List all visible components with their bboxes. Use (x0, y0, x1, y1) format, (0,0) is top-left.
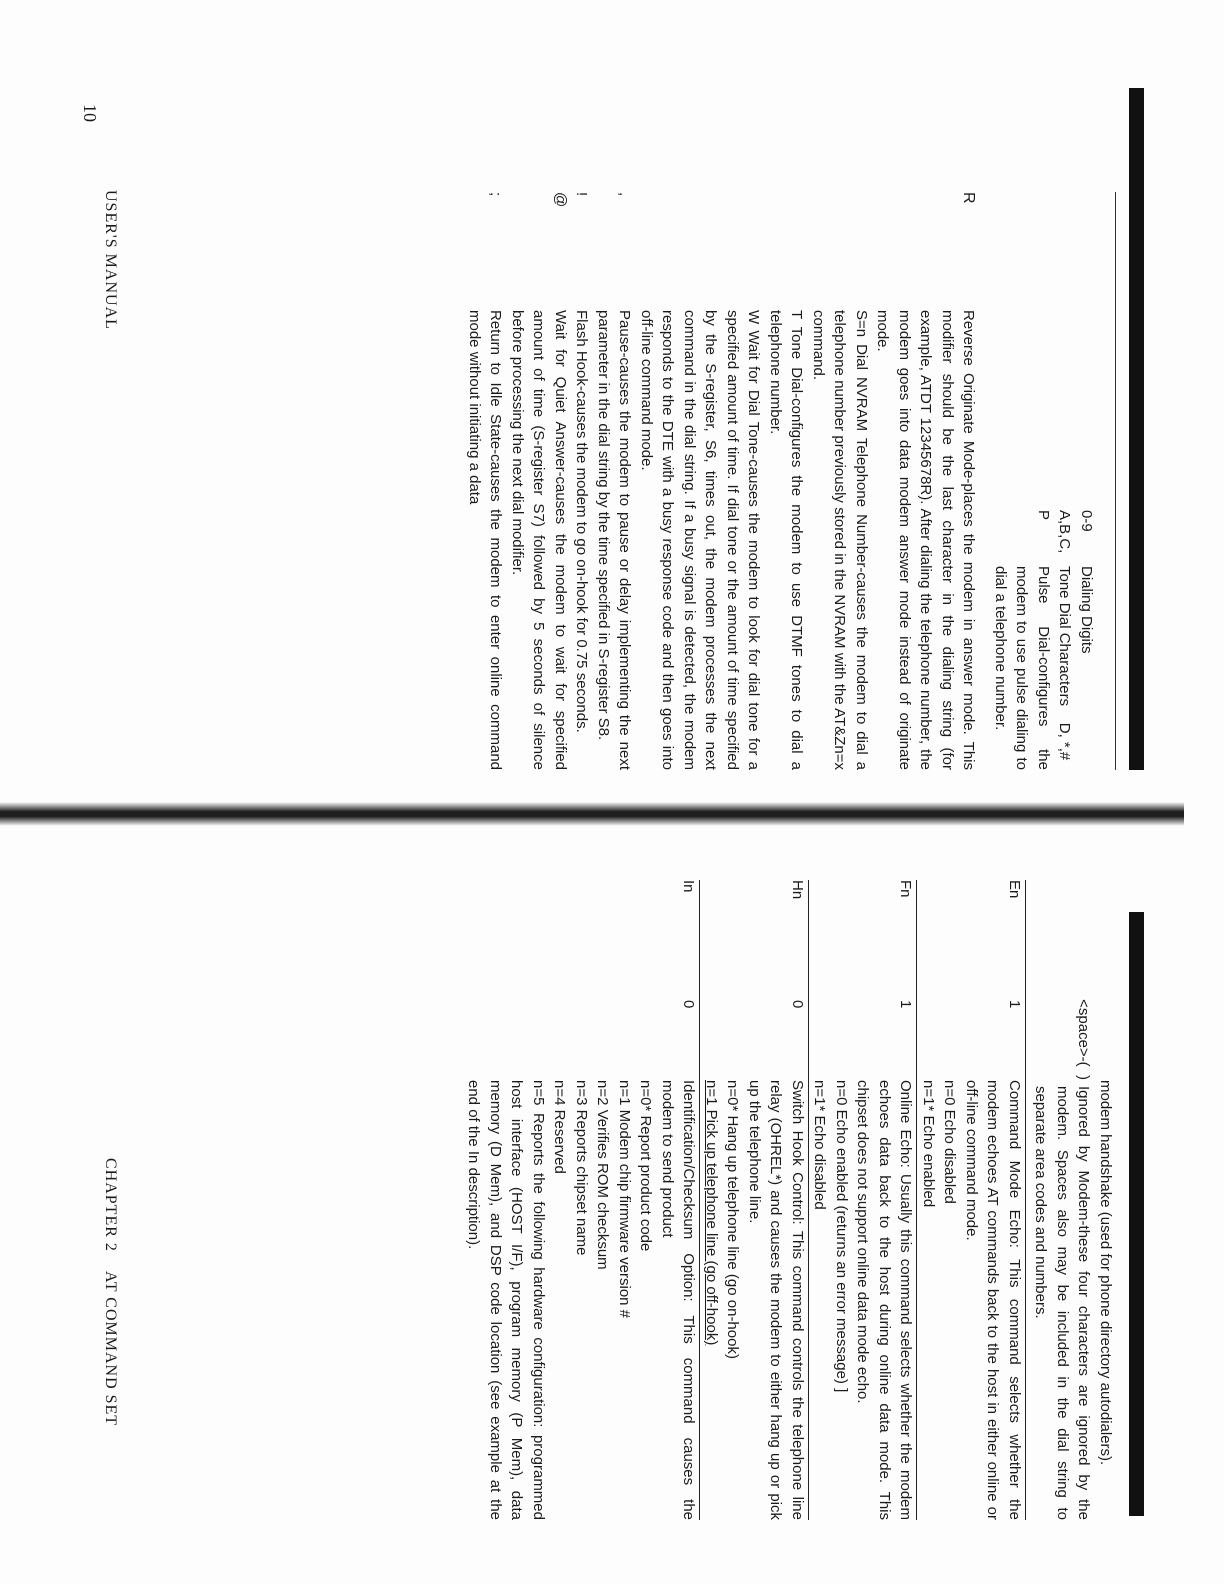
dial-modifier-list (990, 510, 1098, 770)
cmd-fn-body (809, 1080, 917, 1520)
dial-row-tone (1054, 510, 1076, 770)
left-footer: USER'S MANUAL (102, 190, 119, 330)
left-column (464, 192, 1117, 770)
semicolon-code: ; (487, 192, 505, 197)
bang-code: ! (573, 192, 591, 197)
right-header: CHAPTER 2 AT COMMAND SET (102, 1158, 119, 1427)
cmd-in-opt-0: n=0* Report product code (637, 1080, 655, 1252)
space-code: <space>-( ) (1075, 999, 1093, 1080)
at-row (507, 192, 572, 770)
cmd-en-desc: Command Mode Echo: This command selects whether the modem echoes AT commands back to the host in either online or off-line command mode. (963, 1080, 1023, 1520)
t-paragraph: T Tone Dial-configures the modem to use DTMF tones to dial a telephone number. (767, 310, 806, 770)
cmd-in-opt-3: n=3 Reports chipset name (573, 1080, 590, 1256)
intro-row: modem handshake (used for phone directory autodialers). (1097, 1080, 1114, 1466)
cmd-en-name: En (1006, 880, 1023, 899)
space-text: Ignored by Modem-these four characters are ignored by the modem. Spaces also may be included in the dial string to separate area codes and numbers. (1032, 1086, 1093, 1520)
code-tone: A,B,C, (1056, 510, 1074, 554)
space-row (1030, 880, 1095, 1520)
w-paragraph: W Wait for Dial Tone-causes the modem to look for dial tone for a specified amount of time. If dial tone or the amount of time specified by the S-register, S6, times out, the modem processes the next command in the dial string. If a busy signal is detected, the modem responds to the DTE with a busy response code and then goes into off-line command mode. (638, 310, 763, 770)
at-text: Wait for Quiet Answer-causes the modem to wait for specified amount of time (S-register S7) followed by 5 seconds of silence before processing the next dial modifier. (509, 310, 569, 770)
left-top-bar (1129, 88, 1144, 770)
dial-row-digits (1076, 510, 1098, 770)
dial-row-pulse (990, 510, 1055, 770)
bang-row (571, 192, 593, 770)
right-top-bar (1129, 912, 1144, 1516)
cmd-fn-name: Fn (897, 880, 915, 898)
code-pulse: P (1035, 510, 1052, 521)
cmd-hn (701, 880, 810, 1520)
bang-text: Flash Hook-causes the modem to go on-hook for 0.75 seconds. (573, 310, 591, 733)
r-body (636, 310, 980, 770)
r-code: R (960, 192, 978, 204)
cmd-en-body (918, 1080, 1026, 1520)
at-code: @ (552, 192, 569, 208)
cmd-hn-opt-0: n=0* Hang up telephone line (go on-hook) (724, 1080, 742, 1359)
cmd-in-default: 0 (680, 1000, 698, 1009)
cmd-en-opt-0: n=0 Echo disabled (941, 1080, 959, 1204)
left-rule (1115, 192, 1116, 770)
cmd-en-default: 1 (1006, 1000, 1023, 1009)
right-column (463, 880, 1116, 1520)
gutter-shadow (0, 802, 1184, 826)
cmd-fn-desc: Online Echo: Usually this command selects whether the modem echoes data back to the host during online data mode. This chipset does not support online data mode echo. (854, 1080, 915, 1520)
cmd-hn-body (701, 1080, 809, 1520)
cmd-en-opt-1: n=1* Echo enabled (920, 1080, 937, 1208)
label-digits: Dialing Digits (1078, 566, 1095, 654)
cmd-fn-default: 1 (897, 1000, 915, 1009)
cmd-in-opt-1: n=1 Modem chip firmware version # (616, 1080, 633, 1319)
code-digits: 0-9 (1078, 510, 1095, 532)
label-tone: Tone Dial Characters D, *,# (1056, 566, 1074, 761)
label-pulse: Pulse Dial-configures the modem to use pulse dialing to dial a telephone number. (992, 566, 1052, 770)
cmd-hn-default: 0 (789, 1000, 806, 1009)
cmd-in-opt-4: n=4 Reserved (551, 1080, 569, 1174)
semicolon-text: Return to Idle State-causes the modem to enter online command mode without initiating a data (466, 310, 505, 770)
cmd-in-body (463, 1080, 700, 1520)
comma-text: Pause-causes the modem to pause or delay implementing the next parameter in the dial string by the time specified in S-register S8. (595, 310, 634, 770)
cmd-hn-desc: Switch Hook Control: This command controls the telephone line relay (OHREL*) and causes the modem to either hang up or pick up the telephone line. (746, 1080, 806, 1520)
cmd-in-opt-5: n=5 Reports the following hardware configuration: programmed host interface (HOST I/F), program memory (P Mem), data memory (D Mem), and DSP code location (see example at the end of the In description). (465, 1080, 547, 1520)
r-paragraph: Reverse Originate Mode-places the modem in answer mode. This modifier should be the last character in the dialing string (for example, ATDT 12345678R). After dialing the telephone number, the modem goes into data modem answer mode instead of originate mode. (874, 310, 978, 770)
cmd-in-opt-2: n=2 Verifies ROM checksum (594, 1080, 612, 1270)
cmd-hn-name: Hn (789, 880, 806, 900)
cmd-in-name: In (680, 880, 698, 893)
cmd-fn (809, 880, 918, 1520)
cmd-in (463, 880, 701, 1520)
cmd-hn-opt-1: n=1 Pick up telephone line (go off-hook) (703, 1080, 720, 1346)
r-row (636, 192, 980, 770)
cmd-fn-opt-0: n=0 Echo enabled (returns an error message) ] (833, 1080, 850, 1393)
command-list (463, 880, 1026, 1520)
s-paragraph: S=n Dial NVRAM Telephone Number-causes the modem to dial a telephone number previously stored in the NVRAM with the AT&Zn=x command. (810, 310, 870, 770)
comma-code: , (616, 192, 634, 197)
comma-row (593, 192, 636, 770)
cmd-fn-opt-1: n=1* Echo disabled (811, 1080, 829, 1210)
left-page-number: 10 (80, 104, 100, 122)
cmd-in-desc: Identification/Checksum Option: This command causes the modem to send product (659, 1080, 698, 1520)
semicolon-row (464, 192, 507, 770)
cmd-en (918, 880, 1027, 1520)
